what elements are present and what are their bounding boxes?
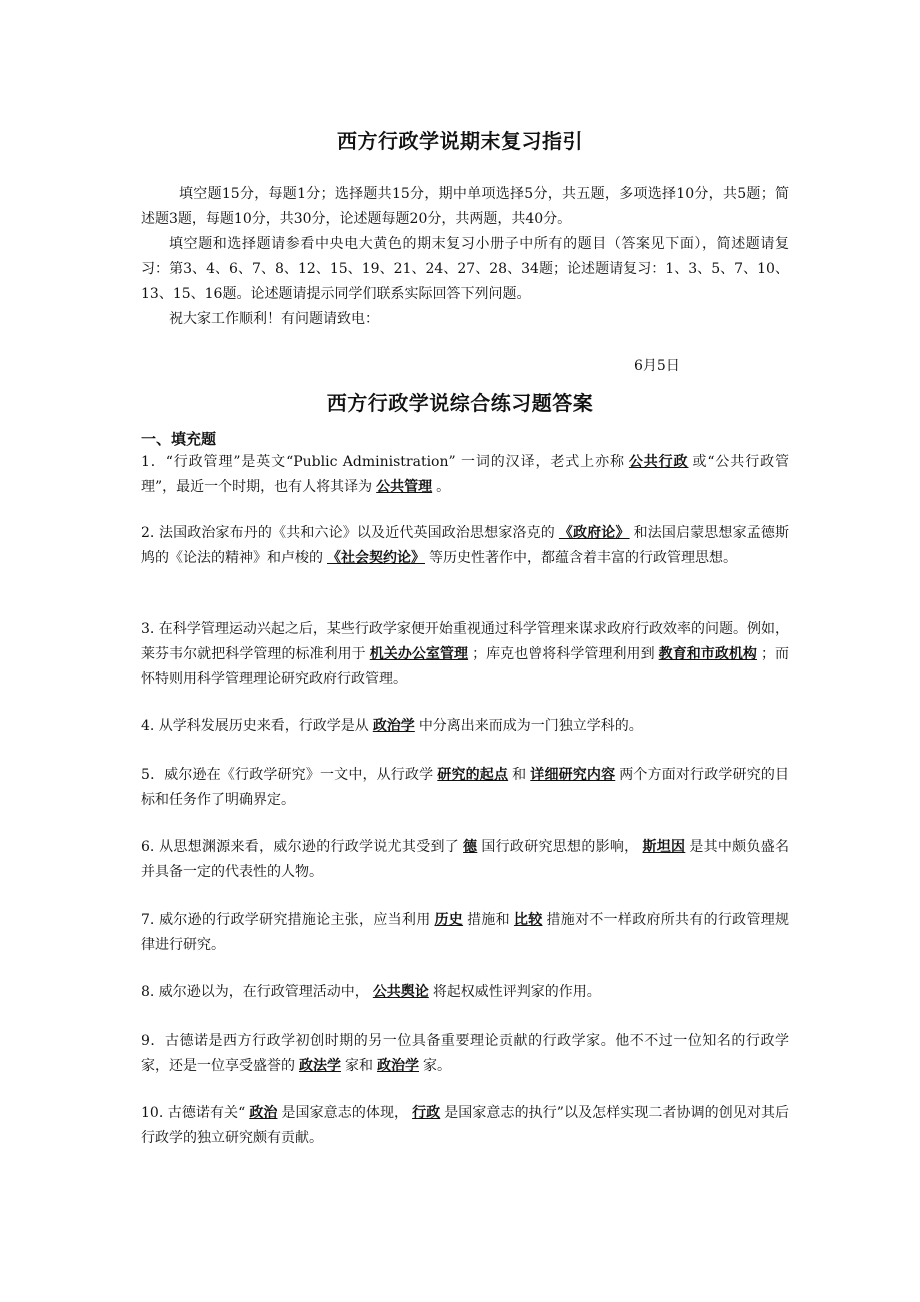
answer-blank: 机关办公室管理 (369, 646, 469, 662)
answer-blank: 行政 (412, 1105, 441, 1121)
question-text: ；库克也曾将科学管理利用到 (472, 646, 655, 662)
question-item (141, 714, 789, 739)
question-text: 9．古德诺是西方行政学初创时期的另一位具备重要理论贡献的行政学家。他不不过一位知名的行政学家，还是一位享受盛誉的 (141, 1033, 789, 1074)
question-text: 和 (512, 767, 527, 783)
answers-title: 西方行政学说综合练习题答案 (326, 391, 594, 415)
answer-blank: 公共舆论 (372, 984, 429, 1000)
question-text: 是其中颇负盛名并具备一定的代表性的人物。 (141, 839, 790, 880)
answer-blank: 政法学 (299, 1058, 341, 1074)
question-text: 家和 (345, 1058, 373, 1074)
intro-paragraph-greeting: 祝大家工作顺利！有问题请致电： (169, 311, 379, 327)
date-line: 6月5日 (634, 358, 680, 374)
question-text: 和法国启蒙思想家孟德斯鸠的《论法的精神》和卢梭的 (141, 525, 789, 566)
answer-blank: 公共行政 (628, 454, 689, 470)
answer-blank: 斯坦因 (642, 839, 686, 855)
question-text: 。 (436, 479, 451, 495)
question-text: 1．“行政管理”是英文“Public Administration” 一词的汉译，老式上亦称 (141, 454, 625, 470)
question-text: 3. 在科学管理运动兴起之后，某些行政学家便开始重视通过科学管理来谋求政府行政效率的问题。例如，莱芬韦尔就把科学管理的标准利用于 (141, 621, 789, 662)
answer-blank: 历史 (434, 912, 464, 928)
question-item (141, 908, 789, 958)
section-heading-fill-in: 一、填充题 (141, 430, 217, 448)
answer-blank: 《社会契约论》 (327, 550, 425, 566)
answer-blank: 教育和市政机构 (658, 646, 757, 662)
answer-blank: 《政府论》 (558, 525, 630, 541)
question-item (141, 521, 789, 571)
question-text: 或“公共行政管理”，最近一个时期，也有人将其译为 (141, 454, 789, 495)
question-text: 家。 (423, 1058, 451, 1074)
answer-blank: 政治学 (377, 1058, 419, 1074)
answer-blank: 政治学 (372, 718, 415, 734)
intro-paragraph-review-scope: 填空题和选择题请参看中央电大黄色的期末复习小册子中所有的题目（答案见下面），简述题请复习：第3、4、6、7、8、12、15、19、21、24、27、28、34题；论述题请复习：1、3、5、7、10、13、15、16题。论述题请提示同学们联系实际回答下列问题。 (141, 236, 789, 302)
question-text: 等历史性著作中，都蕴含着丰富的行政管理思想。 (429, 550, 737, 566)
question-text: 10. 古德诺有关“ (141, 1105, 246, 1121)
answer-blank: 公共管理 (376, 479, 433, 495)
question-text: 国行政研究思想的影响， (481, 839, 639, 855)
question-text: 措施对不一样政府所共有的行政管理规律进行研究。 (141, 912, 790, 953)
answer-blank: 比较 (513, 912, 543, 928)
question-text: 措施和 (467, 912, 510, 928)
review-guide-title: 西方行政学说期末复习指引 (337, 129, 583, 153)
question-text: 中分离出来而成为一门独立学科的。 (418, 718, 643, 734)
question-text: 两个方面对行政学研究的目标和任务作了明确界定。 (141, 767, 790, 808)
question-item (141, 980, 789, 1005)
question-item (141, 617, 789, 692)
question-text: 5．威尔逊在《行政学研究》一文中，从行政学 (141, 767, 434, 783)
question-text: 8. 威尔逊以为，在行政管理活动中， (141, 984, 369, 1000)
question-text: 4. 从学科发展历史来看，行政学是从 (141, 718, 369, 734)
question-text: ；而怀特则用科学管理理论研究政府行政管理。 (141, 646, 790, 687)
question-text: 6. 从思想渊源来看，威尔逊的行政学说尤其受到了 (141, 839, 460, 855)
question-item (141, 763, 789, 813)
question-text: 7. 威尔逊的行政学研究措施论主张，应当利用 (141, 912, 431, 928)
question-text: 将起权威性评判家的作用。 (432, 984, 601, 1000)
answer-blank: 研究的起点 (437, 767, 509, 783)
question-text: 是国家意志的执行”以及怎样实现二者协调的创见对其后行政学的独立研究颇有贡献。 (141, 1105, 790, 1146)
question-item (141, 835, 789, 885)
intro-paragraph-scoring: 填空题15分，每题1分；选择题共15分，期中单项选择5分，共五题，多项选择10分，共5题；简述题3题，每题10分，共30分，论述题每题20分，共两题，共40分。 (141, 186, 789, 227)
question-item (141, 450, 789, 500)
answer-blank: 政治 (249, 1105, 278, 1121)
question-item (141, 1029, 789, 1079)
answer-blank: 详细研究内容 (530, 767, 616, 783)
question-text: 2. 法国政治家布丹的《共和六论》以及近代英国政治思想家洛克的 (141, 525, 555, 541)
question-text: 是国家意志的体现， (281, 1105, 409, 1121)
question-item (141, 1101, 789, 1151)
answer-blank: 德 (463, 839, 478, 855)
